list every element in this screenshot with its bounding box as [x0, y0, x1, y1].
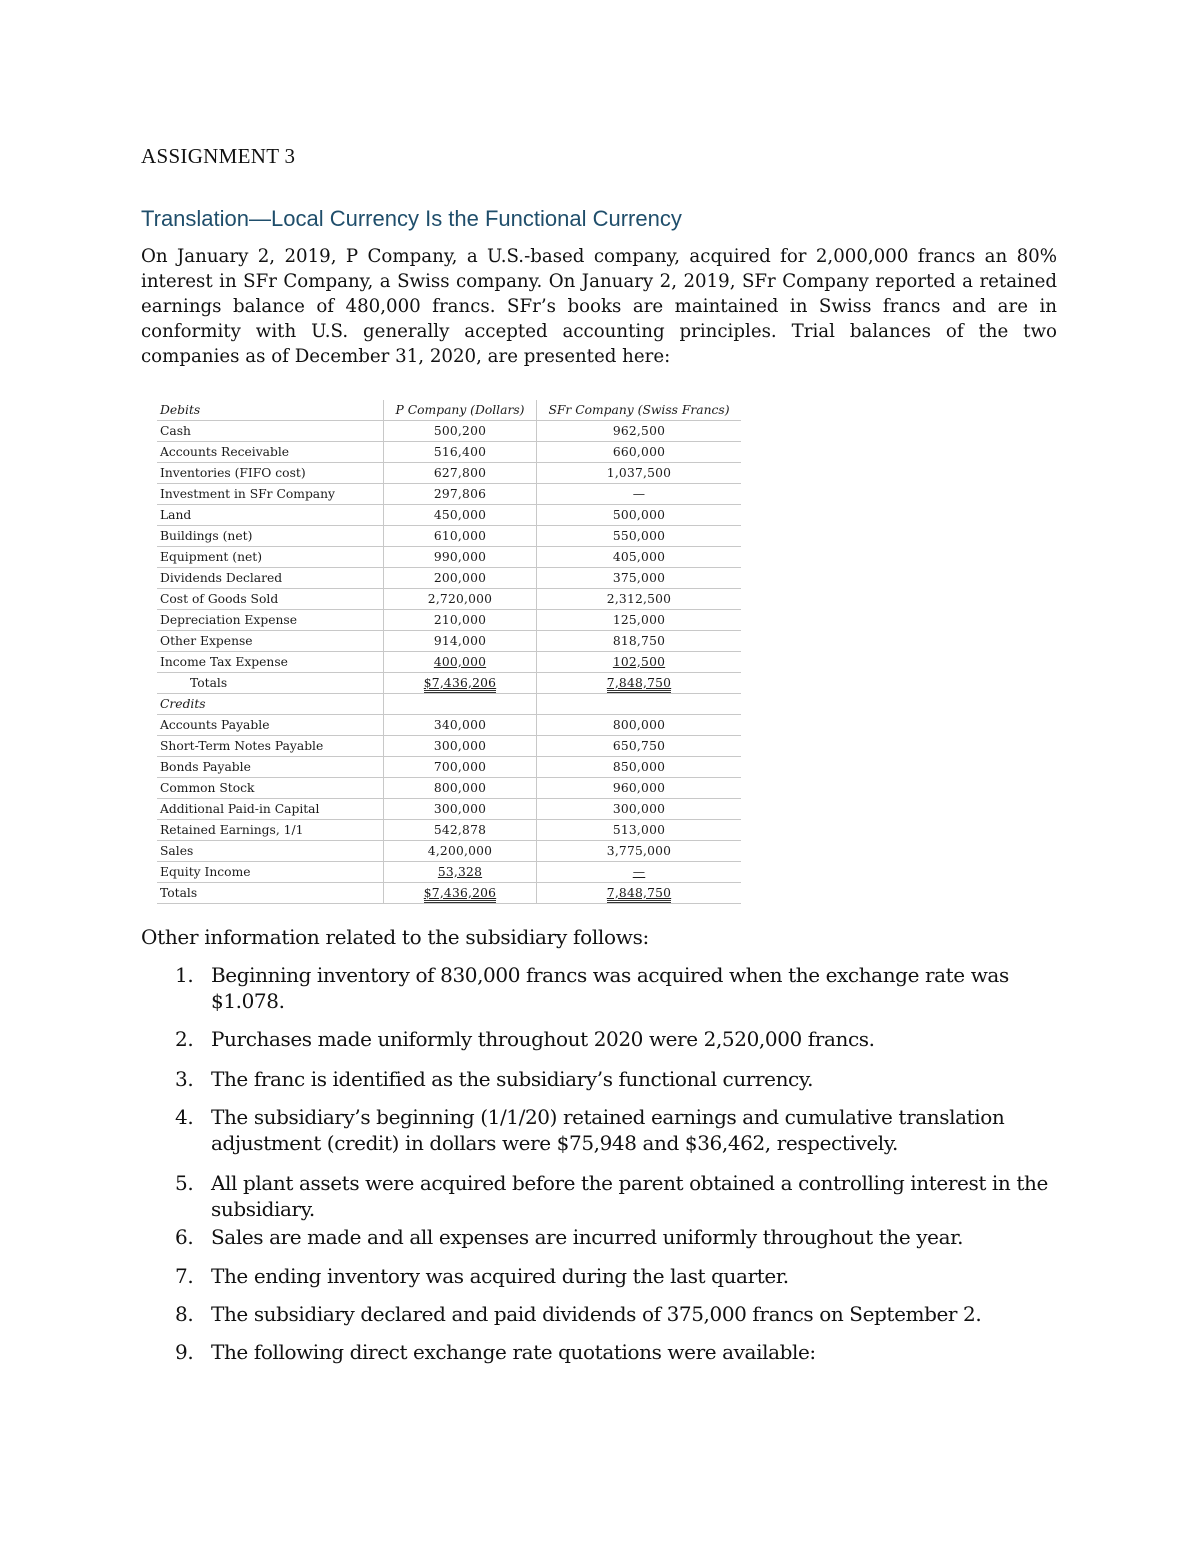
sfr-company-value — [537, 421, 742, 442]
p-company-value — [384, 484, 537, 505]
table-row — [157, 736, 741, 757]
empty-cell — [384, 694, 537, 715]
p-company-value-text: 340,000 — [433, 717, 487, 732]
row-label — [157, 736, 384, 757]
sfr-company-value-text: 960,000 — [612, 780, 666, 795]
p-company-value-text: 300,000 — [433, 738, 487, 753]
p-company-value-text: 542,878 — [433, 822, 487, 837]
row-label — [157, 673, 384, 694]
list-item — [141, 1026, 1071, 1052]
p-company-value-text: 200,000 — [433, 570, 487, 585]
row-label — [157, 862, 384, 883]
sfr-company-value-text: 102,500 — [612, 654, 666, 669]
list-item-number: 1. — [175, 963, 194, 987]
p-company-value — [384, 778, 537, 799]
sfr-company-value-text: — — [632, 486, 646, 501]
row-label — [157, 547, 384, 568]
row-label-text: Totals — [160, 885, 198, 900]
table-row — [157, 610, 741, 631]
list-item-number: 2. — [175, 1027, 194, 1051]
p-company-value — [384, 526, 537, 547]
p-company-value-text: 914,000 — [433, 633, 487, 648]
sfr-company-value-text: 550,000 — [612, 528, 666, 543]
row-label-text: Other Expense — [160, 633, 253, 648]
sfr-company-value-text: 660,000 — [612, 444, 666, 459]
sfr-company-value — [537, 673, 742, 694]
p-company-value — [384, 610, 537, 631]
list-item-text: Purchases made uniformly throughout 2020 were 2,520,000 francs. — [211, 1027, 875, 1051]
row-label-text: Income Tax Expense — [160, 654, 288, 669]
row-label — [157, 568, 384, 589]
list-item-text: The franc is identified as the subsidiary’s functional currency. — [211, 1067, 814, 1091]
row-label — [157, 799, 384, 820]
row-label — [157, 631, 384, 652]
row-label-text: Depreciation Expense — [160, 612, 297, 627]
p-company-value-text: $7,436,206 — [424, 676, 496, 693]
p-company-value — [384, 568, 537, 589]
credit-totals-row — [157, 883, 741, 904]
debit-totals-row — [157, 673, 741, 694]
p-company-value-text: 990,000 — [433, 549, 487, 564]
row-label-text: Short-Term Notes Payable — [160, 738, 324, 753]
table-row — [157, 841, 741, 862]
table-row — [157, 547, 741, 568]
list-item — [141, 1170, 1071, 1222]
sfr-company-value-text: 3,775,000 — [606, 843, 672, 858]
row-label-text: Sales — [160, 843, 194, 858]
row-label — [157, 421, 384, 442]
p-company-value — [384, 673, 537, 694]
list-item — [141, 1224, 1071, 1250]
list-item-number: 5. — [175, 1171, 194, 1195]
table-row — [157, 778, 741, 799]
sfr-company-value — [537, 778, 742, 799]
row-label-text: Accounts Receivable — [160, 444, 290, 459]
sfr-company-value-text: 2,312,500 — [606, 591, 672, 606]
list-item-text: Sales are made and all expenses are incurred uniformly throughout the year. — [211, 1225, 964, 1249]
p-company-value — [384, 883, 537, 904]
list-item — [141, 1066, 1071, 1092]
row-label-text: Totals — [190, 675, 228, 690]
row-label — [157, 757, 384, 778]
list-item-text: The ending inventory was acquired during the last quarter. — [211, 1264, 789, 1288]
row-label-text: Accounts Payable — [160, 717, 270, 732]
row-label — [157, 484, 384, 505]
header-p-company: P Company (Dollars) — [384, 400, 537, 421]
sfr-company-value — [537, 568, 742, 589]
p-company-value — [384, 652, 537, 673]
p-company-value — [384, 799, 537, 820]
credits-label-row — [157, 694, 741, 715]
list-item-text: The subsidiary’s beginning (1/1/20) retained earnings and cumulative translation adjustment (credit) in dollars were $75,948 and $36,462, respectively. — [211, 1105, 1005, 1155]
row-label-text: Equity Income — [160, 864, 251, 879]
list-item-text: Beginning inventory of 830,000 francs was acquired when the exchange rate was $1.078. — [211, 963, 1009, 1013]
sfr-company-value — [537, 484, 742, 505]
p-company-value — [384, 442, 537, 463]
sfr-company-value — [537, 715, 742, 736]
row-label — [157, 715, 384, 736]
p-company-value-text: 400,000 — [433, 654, 487, 669]
list-item-text: The following direct exchange rate quotations were available: — [211, 1340, 816, 1364]
sfr-company-value — [537, 799, 742, 820]
p-company-value-text: 627,800 — [433, 465, 487, 480]
header-debits: Debits — [157, 400, 384, 421]
empty-cell — [537, 694, 742, 715]
sfr-company-value-text: 650,750 — [612, 738, 666, 753]
list-item — [141, 1263, 1071, 1289]
list-item-number: 4. — [175, 1105, 194, 1129]
table-row — [157, 589, 741, 610]
sfr-company-value-text: 513,000 — [612, 822, 666, 837]
row-label — [157, 778, 384, 799]
trial-balance-table — [157, 400, 741, 904]
table-row — [157, 799, 741, 820]
sfr-company-value-text: 500,000 — [612, 507, 666, 522]
row-label-text: Bonds Payable — [160, 759, 251, 774]
sfr-company-value-text: 405,000 — [612, 549, 666, 564]
sfr-company-value-text: 7,848,750 — [607, 676, 671, 693]
sfr-company-value — [537, 883, 742, 904]
row-label — [157, 589, 384, 610]
list-item — [141, 1339, 1071, 1365]
table-row — [157, 757, 741, 778]
header-sfr-company: SFr Company (Swiss Francs) — [537, 400, 742, 421]
table-row — [157, 484, 741, 505]
list-item-number: 8. — [175, 1302, 194, 1326]
row-label-text: Cash — [160, 423, 191, 438]
table-row — [157, 526, 741, 547]
sfr-company-value-text: 850,000 — [612, 759, 666, 774]
table-header-row — [157, 400, 741, 421]
row-label — [157, 841, 384, 862]
row-label — [157, 883, 384, 904]
list-item — [141, 1301, 1071, 1327]
p-company-value-text: 700,000 — [433, 759, 487, 774]
row-label — [157, 610, 384, 631]
row-label — [157, 463, 384, 484]
p-company-value — [384, 589, 537, 610]
p-company-value — [384, 757, 537, 778]
p-company-value-text: 53,328 — [437, 864, 483, 879]
table-row — [157, 505, 741, 526]
sfr-company-value-text: 962,500 — [612, 423, 666, 438]
p-company-value — [384, 505, 537, 526]
p-company-value-text: 4,200,000 — [427, 843, 493, 858]
credits-label: Credits — [157, 694, 384, 715]
sfr-company-value — [537, 631, 742, 652]
sfr-company-value-text: — — [632, 864, 646, 879]
sfr-company-value-text: 818,750 — [612, 633, 666, 648]
sfr-company-value — [537, 526, 742, 547]
table-row — [157, 463, 741, 484]
p-company-value-text: $7,436,206 — [424, 886, 496, 903]
row-label-text: Additional Paid-in Capital — [160, 801, 320, 816]
assignment-title: ASSIGNMENT 3 — [141, 144, 296, 168]
sfr-company-value — [537, 736, 742, 757]
row-label-text: Retained Earnings, 1/1 — [160, 822, 304, 837]
list-item-number: 7. — [175, 1264, 194, 1288]
sfr-company-value-text: 375,000 — [612, 570, 666, 585]
sfr-company-value — [537, 757, 742, 778]
p-company-value — [384, 547, 537, 568]
p-company-value — [384, 862, 537, 883]
p-company-value-text: 516,400 — [433, 444, 487, 459]
row-label — [157, 505, 384, 526]
sfr-company-value-text: 800,000 — [612, 717, 666, 732]
intro-paragraph: On January 2, 2019, P Company, a U.S.-based company, acquired for 2,000,000 francs an 80% interest in SFr Company, a Swiss company. On January 2, 2019, SFr Company reported a retained earnings balance of 480,000 francs. SFr’s books are maintained in Swiss francs and are in conformity with U.S. generally accepted accounting principles. Trial balances of the two companies as of December 31, 2020, are presented here: — [141, 246, 1057, 367]
sfr-company-value — [537, 862, 742, 883]
row-label-text: Buildings (net) — [160, 528, 253, 543]
table-body — [157, 421, 741, 904]
row-label-text: Equipment (net) — [160, 549, 263, 564]
sfr-company-value-text: 7,848,750 — [607, 886, 671, 903]
row-label — [157, 652, 384, 673]
list-item-text: All plant assets were acquired before the parent obtained a controlling interest in the subsidiary. — [211, 1171, 1048, 1221]
p-company-value — [384, 736, 537, 757]
p-company-value — [384, 421, 537, 442]
list-item-number: 9. — [175, 1340, 194, 1364]
list-item-number: 6. — [175, 1225, 194, 1249]
sfr-company-value-text: 125,000 — [612, 612, 666, 627]
table-row — [157, 631, 741, 652]
p-company-value-text: 300,000 — [433, 801, 487, 816]
row-label-text: Cost of Goods Sold — [160, 591, 279, 606]
table-row — [157, 862, 741, 883]
list-item — [141, 962, 1071, 1014]
sfr-company-value-text: 1,037,500 — [606, 465, 672, 480]
row-label-text: Dividends Declared — [160, 570, 283, 585]
p-company-value-text: 610,000 — [433, 528, 487, 543]
p-company-value-text: 450,000 — [433, 507, 487, 522]
sfr-company-value — [537, 820, 742, 841]
p-company-value-text: 297,806 — [433, 486, 487, 501]
sfr-company-value — [537, 652, 742, 673]
p-company-value — [384, 820, 537, 841]
row-label-text: Common Stock — [160, 780, 255, 795]
sfr-company-value — [537, 442, 742, 463]
sfr-company-value — [537, 841, 742, 862]
list-item — [141, 1104, 1071, 1156]
table-row — [157, 568, 741, 589]
table-row — [157, 421, 741, 442]
p-company-value-text: 500,200 — [433, 423, 487, 438]
row-label — [157, 442, 384, 463]
table-row — [157, 820, 741, 841]
row-label-text: Investment in SFr Company — [160, 486, 336, 501]
p-company-value — [384, 841, 537, 862]
row-label — [157, 526, 384, 547]
sfr-company-value — [537, 547, 742, 568]
list-item-number: 3. — [175, 1067, 194, 1091]
sfr-company-value — [537, 610, 742, 631]
row-label-text: Inventories (FIFO cost) — [160, 465, 306, 480]
table-row — [157, 715, 741, 736]
section-heading: Translation—Local Currency Is the Functional Currency — [141, 206, 682, 231]
p-company-value-text: 800,000 — [433, 780, 487, 795]
p-company-value — [384, 715, 537, 736]
sfr-company-value — [537, 505, 742, 526]
sfr-company-value — [537, 463, 742, 484]
sfr-company-value-text: 300,000 — [612, 801, 666, 816]
p-company-value — [384, 631, 537, 652]
p-company-value-text: 210,000 — [433, 612, 487, 627]
row-label-text: Land — [160, 507, 192, 522]
p-company-value — [384, 463, 537, 484]
row-label — [157, 820, 384, 841]
list-item-text: The subsidiary declared and paid dividends of 375,000 francs on September 2. — [211, 1302, 982, 1326]
sfr-company-value — [537, 589, 742, 610]
table-row — [157, 442, 741, 463]
p-company-value-text: 2,720,000 — [427, 591, 493, 606]
table-row — [157, 652, 741, 673]
other-info-heading: Other information related to the subsidiary follows: — [141, 925, 649, 949]
